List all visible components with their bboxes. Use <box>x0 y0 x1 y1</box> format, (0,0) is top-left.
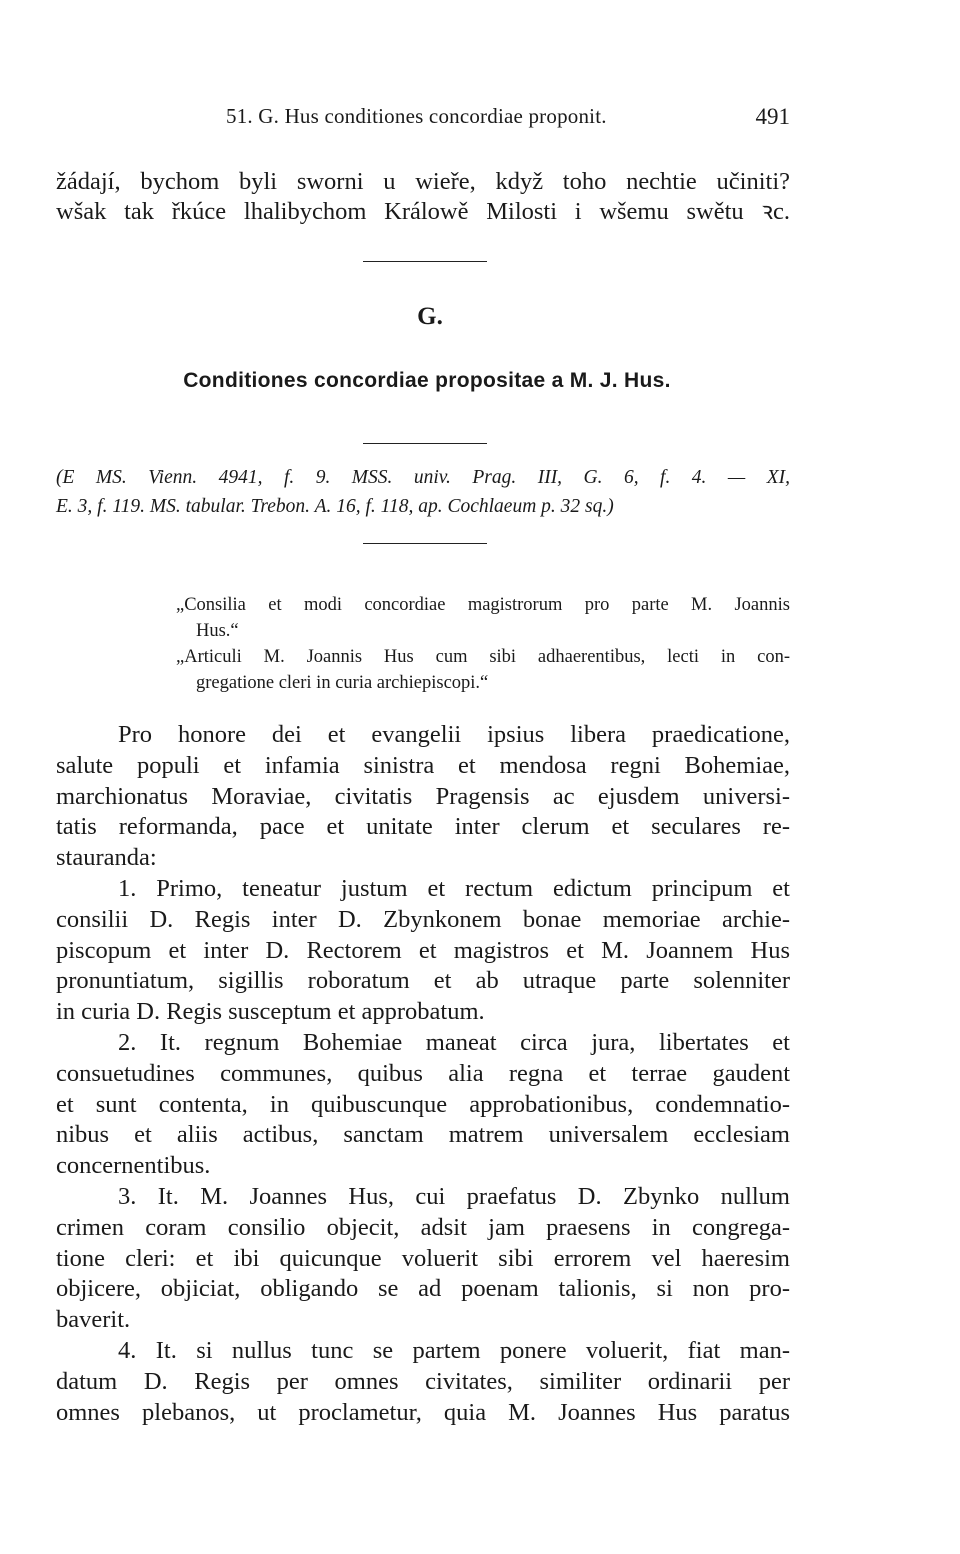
text-line: piscopum et inter D. Rectorem et magistros et M. Joannem Hus <box>56 936 790 964</box>
citation-line: (E MS. Vienn. 4941, f. 9. MSS. univ. Prag. III, G. 6, f. 4. — XI, <box>56 467 790 488</box>
text-line: baverit. <box>56 1306 131 1334</box>
text-line: crimen coram consilio objecit, adsit jam praesens in congrega- <box>56 1213 790 1241</box>
quote-line: gregatione cleri in curia archiepiscopi.“ <box>196 673 489 693</box>
text-line: salute populi et infamia sinistra et mendosa regni Bohemiae, <box>56 751 790 779</box>
page-number: 491 <box>755 104 790 129</box>
text-line: staurandа: <box>56 844 157 872</box>
running-title: 51. G. Hus conditiones concordiae proponit. <box>226 104 607 128</box>
text-line: marchionatus Moraviae, civitatis Pragensis ac ejusdem universi- <box>56 782 790 810</box>
text-line: et sunt contenta, in quibuscunque approbationibus, condemnatio- <box>56 1090 790 1118</box>
text-line: tatis reformanda, pace et unitate inter clerum et seculares re- <box>56 813 790 841</box>
text-line: tione cleri: et ibi quicunque voluerit sibi errorem vel haeresim <box>56 1244 790 1272</box>
text-line: 4. It. si nullus tunc se partem ponere voluerit, fiat man- <box>118 1336 790 1364</box>
running-head <box>56 104 790 132</box>
text-line: objicere, objiciat, obligando se ad poenam talionis, si non pro- <box>56 1275 790 1303</box>
quote-line: „Consilia et modi concordiae magistrorum pro parte M. Joannis <box>176 595 790 615</box>
heading-divider <box>363 443 487 444</box>
quote-line: „Articuli M. Joannis Hus cum sibi adhaerentibus, lecti in con- <box>176 647 790 667</box>
manuscript-title <box>176 592 790 644</box>
quote-line: Hus.“ <box>196 621 239 641</box>
text-line: žádají, bychom byli sworni u wieře, když toho nechtie učiniti? <box>56 168 790 195</box>
text-line: omnes plebanos, ut proclametur, quia M. Joannes Hus paratus <box>56 1398 790 1426</box>
czech-paragraph-end <box>56 167 790 227</box>
text-line: nibus et aliis actibus, sanctam matrem universalem ecclesiam <box>56 1121 790 1149</box>
source-citation <box>56 463 790 521</box>
text-line: concernentibus. <box>56 1152 211 1180</box>
text-line: 2. It. regnum Bohemiae maneat circa jura, libertates et <box>118 1028 790 1056</box>
text-line: Pro honore dei et evangelii ipsius libera praedicatione, <box>118 721 790 748</box>
manuscript-titles <box>176 592 790 696</box>
text-line: 3. It. M. Joannes Hus, cui praefatus D. Zbynko nullum <box>118 1182 790 1210</box>
citation-divider <box>363 543 487 544</box>
section-divider <box>363 261 487 262</box>
section-heading: Conditiones concordiae propositae a M. J. Hus. <box>183 369 671 392</box>
citation-line: E. 3, f. 119. MS. tabular. Trebon. A. 16, f. 118, ap. Cochlaeum p. 32 sq.) <box>56 496 614 517</box>
text-line: wšak tak řkúce lhalibychom Králowě Milosti i wšemu swětu ꝛc. <box>56 198 790 225</box>
text-line: consilii D. Regis inter D. Zbynkonem bonae memoriae archie- <box>56 905 790 933</box>
text-line: pronuntiatum, sigillis roboratum et ab utraque parte solenniter <box>56 967 790 995</box>
text-line: 1. Primo, teneatur justum et rectum edictum principum et <box>118 874 790 902</box>
text-line: in curia D. Regis susceptum et approbatum. <box>56 998 485 1026</box>
manuscript-title <box>176 644 790 696</box>
text-line: datum D. Regis per omnes civitates, similiter ordinarii per <box>56 1367 790 1395</box>
section-letter: G. <box>417 303 443 330</box>
body-text <box>56 720 790 1428</box>
text-line: consuetudines communes, quibus alia regna et terrae gaudent <box>56 1059 790 1087</box>
